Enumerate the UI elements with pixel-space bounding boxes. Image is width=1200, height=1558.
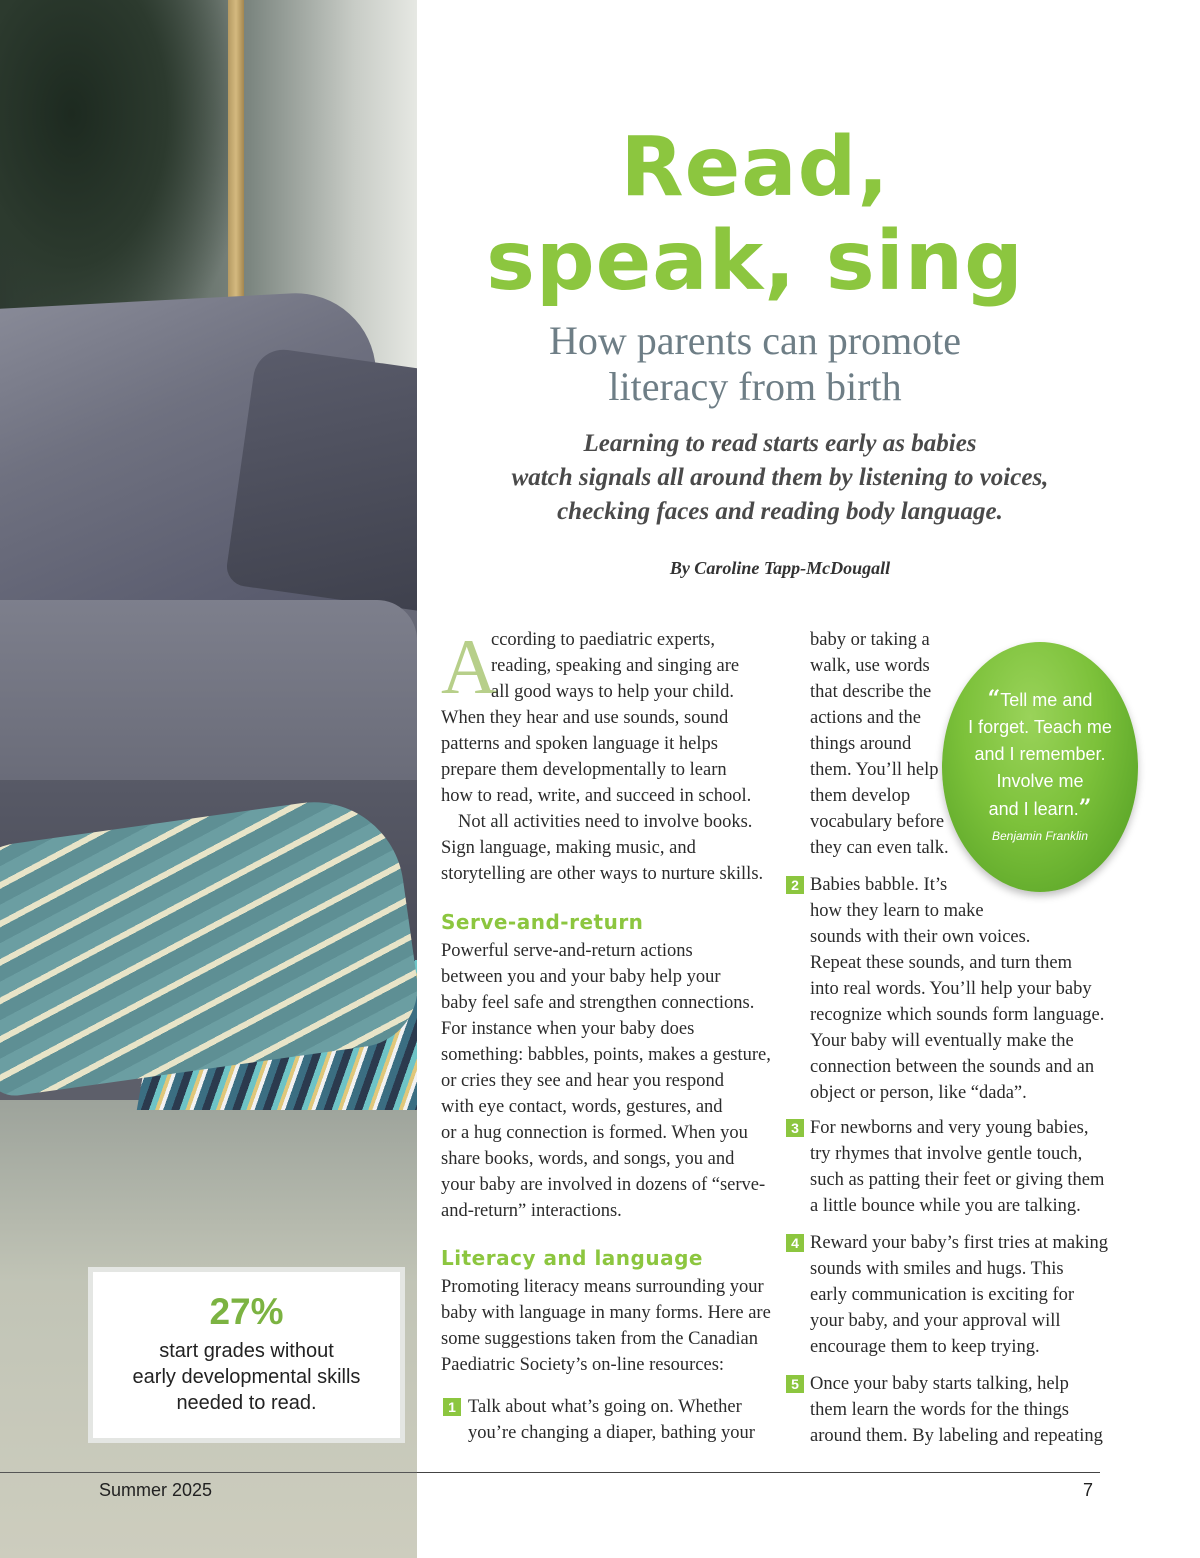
body-line: and-return” interactions. bbox=[441, 1201, 622, 1221]
body-line: Talk about what’s going on. Whether bbox=[468, 1397, 742, 1417]
body-line: Once your baby starts talking, help bbox=[810, 1374, 1069, 1394]
list-number-badge: 3 bbox=[786, 1119, 804, 1137]
photo-sofa-seat bbox=[0, 600, 417, 780]
quote-author: Benjamin Franklin bbox=[991, 829, 1089, 843]
stat-value: 27% bbox=[209, 1291, 284, 1332]
body-line: Powerful serve-and-return actions bbox=[441, 941, 693, 961]
article-subtitle-line2: literacy from birth bbox=[608, 364, 902, 409]
body-line: something: babbles, points, makes a gesture, bbox=[441, 1045, 771, 1065]
body-line: them learn the words for the things bbox=[810, 1400, 1069, 1420]
intro-line-3: checking faces and reading body language. bbox=[557, 498, 1003, 525]
body-line: Not all activities need to involve books. bbox=[458, 812, 753, 832]
body-line: them develop bbox=[810, 786, 911, 806]
body-line: For instance when your baby does bbox=[441, 1019, 695, 1039]
body-line: your baby, and your approval will bbox=[810, 1311, 1061, 1331]
article-subtitle-line1: How parents can promote bbox=[548, 318, 962, 363]
body-line: how they learn to make bbox=[810, 901, 984, 921]
list-number-badge: 4 bbox=[786, 1234, 804, 1252]
intro-line-2: watch signals all around them by listening to voices, bbox=[511, 464, 1049, 491]
body-line: encourage them to keep trying. bbox=[810, 1337, 1040, 1357]
byline: By Caroline Tapp-McDougall bbox=[669, 558, 891, 578]
photo-window-frame bbox=[228, 0, 244, 340]
body-line: prepare them developmentally to learn bbox=[441, 760, 727, 780]
body-line: sounds with their own voices. bbox=[810, 927, 1031, 947]
quote-text: “Tell me and I forget. Teach me and I remember. Involve me and I learn.” bbox=[968, 686, 1112, 821]
body-line: Promoting literacy means surrounding your bbox=[441, 1277, 764, 1297]
body-line: that describe the bbox=[810, 682, 932, 702]
body-line: When they hear and use sounds, sound bbox=[441, 708, 729, 728]
body-line: Repeat these sounds, and turn them bbox=[810, 953, 1073, 973]
body-line: around them. By labeling and repeating bbox=[810, 1426, 1103, 1446]
close-quote-mark: ” bbox=[1078, 795, 1092, 821]
body-line: baby with language in many forms. Here are bbox=[441, 1303, 771, 1323]
body-line: things around bbox=[810, 734, 912, 754]
body-line: some suggestions taken from the Canadian bbox=[441, 1329, 759, 1349]
intro-line-1: Learning to read starts early as babies bbox=[583, 430, 977, 457]
stat-box bbox=[88, 1267, 405, 1443]
open-quote-mark: “ bbox=[987, 686, 1001, 712]
body-line: they can even talk. bbox=[810, 838, 949, 858]
footer-issue: Summer 2025 bbox=[99, 1480, 213, 1500]
body-line: them. You’ll help bbox=[810, 760, 939, 780]
body-line: recognize which sounds form language. bbox=[810, 1005, 1105, 1025]
page-number: 7 bbox=[1083, 1480, 1094, 1500]
body-line: how to read, write, and succeed in school. bbox=[441, 786, 752, 806]
drop-cap: A bbox=[441, 623, 498, 710]
article-title-line2: speak, sing bbox=[486, 214, 1024, 309]
article-title-line1: Read, bbox=[620, 120, 890, 215]
body-line: baby feel safe and strengthen connections. bbox=[441, 993, 755, 1013]
footer-rule bbox=[417, 1472, 1100, 1473]
body-line: with eye contact, words, gestures, and bbox=[441, 1097, 723, 1117]
body-line: such as patting their feet or giving them bbox=[810, 1170, 1105, 1190]
body-line: try rhymes that involve gentle touch, bbox=[810, 1144, 1083, 1164]
body-line: you’re changing a diaper, bathing your bbox=[468, 1423, 755, 1443]
footer-rule-left bbox=[0, 1472, 417, 1473]
body-line: into real words. You’ll help your baby bbox=[810, 979, 1092, 999]
body-line: share books, words, and songs, you and bbox=[441, 1149, 735, 1169]
body-line: all good ways to help your child. bbox=[491, 682, 735, 702]
body-line: Reward your baby’s first tries at making bbox=[810, 1233, 1108, 1253]
body-line: between you and your baby help your bbox=[441, 967, 721, 987]
body-line: object or person, like “dada”. bbox=[810, 1083, 1027, 1103]
stat-description: start grades without early developmental skills needed to read. bbox=[132, 1340, 361, 1414]
body-line: baby or taking a bbox=[810, 630, 930, 650]
body-line: Babies babble. It’s bbox=[810, 875, 948, 895]
body-line: Your baby will eventually make the bbox=[810, 1031, 1074, 1051]
section-heading-literacy-and-language: Literacy and language bbox=[441, 1246, 703, 1270]
body-line: walk, use words bbox=[810, 656, 930, 676]
list-number-badge: 5 bbox=[786, 1375, 804, 1393]
body-line: connection between the sounds and an bbox=[810, 1057, 1095, 1077]
section-heading-serve-and-return: Serve-and-return bbox=[441, 910, 644, 934]
body-line: patterns and spoken language it helps bbox=[441, 734, 718, 754]
body-line: actions and the bbox=[810, 708, 921, 728]
quote-bubble bbox=[942, 642, 1138, 892]
body-line: early communication is exciting for bbox=[810, 1285, 1075, 1305]
body-line: For newborns and very young babies, bbox=[810, 1118, 1089, 1138]
list-number-badge: 2 bbox=[786, 876, 804, 894]
body-line: or a hug connection is formed. When you bbox=[441, 1123, 748, 1143]
body-line: reading, speaking and singing are bbox=[491, 656, 740, 676]
body-line: your baby are involved in dozens of “serve- bbox=[441, 1175, 766, 1195]
body-line: storytelling are other ways to nurture skills. bbox=[441, 864, 764, 884]
body-line: Paediatric Society’s on-line resources: bbox=[441, 1355, 725, 1375]
body-line: or cries they see and hear you respond bbox=[441, 1071, 725, 1091]
body-line: vocabulary before bbox=[810, 812, 945, 832]
photo-side-cushion bbox=[224, 346, 417, 614]
list-number-badge: 1 bbox=[443, 1398, 461, 1416]
body-line: sounds with smiles and hugs. This bbox=[810, 1259, 1064, 1279]
body-line: ccording to paediatric experts, bbox=[491, 630, 715, 650]
body-line: a little bounce while you are talking. bbox=[810, 1196, 1081, 1216]
body-line: Sign language, making music, and bbox=[441, 838, 696, 858]
